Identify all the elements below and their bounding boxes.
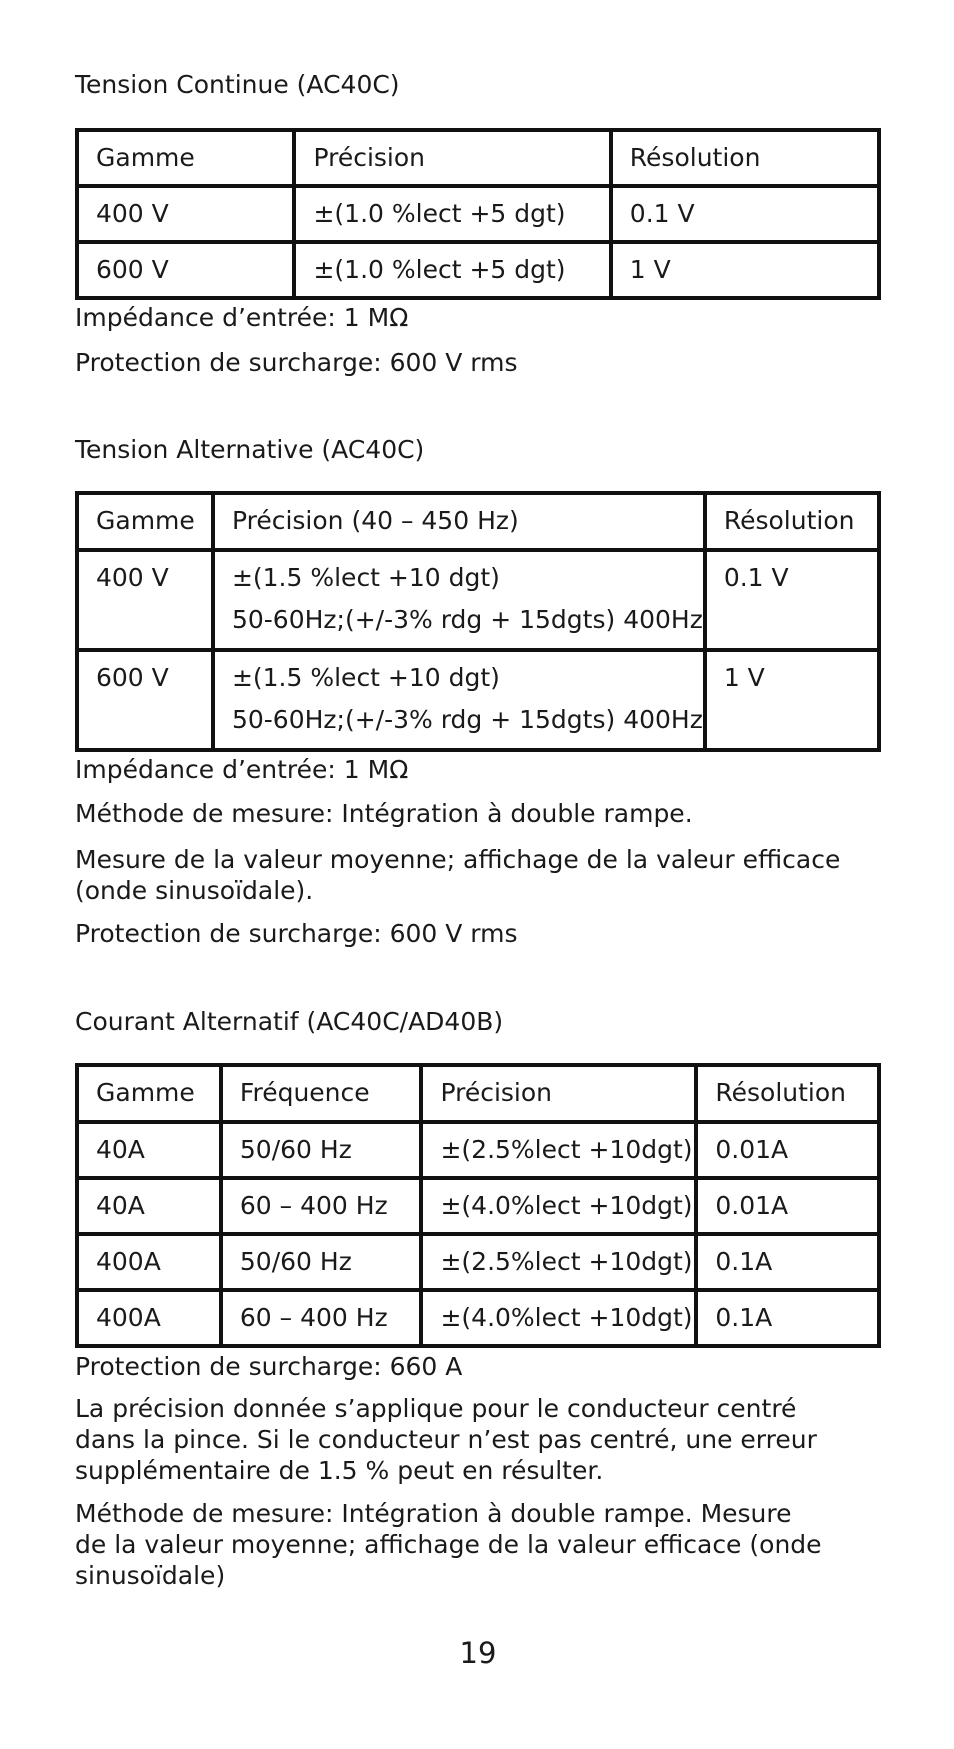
note-measurement-method: Méthode de mesure: Intégration à double rampe. Mesure de la valeur moyenne; affichage de la valeur efficace (onde sinusoïdale) xyxy=(75,1499,822,1590)
header-cell: Résolution xyxy=(611,130,879,186)
header-cell: Précision xyxy=(294,130,610,186)
table-row xyxy=(77,186,879,242)
note-overload-protection: Protection de surcharge: 600 V rms xyxy=(75,919,518,948)
page-number: 19 xyxy=(459,1636,497,1670)
header-cell: Résolution xyxy=(705,493,879,550)
range-cell: 40A xyxy=(77,1178,221,1234)
table-row xyxy=(77,1234,879,1290)
table-row xyxy=(77,1290,879,1346)
frequency-cell: 60 – 400 Hz xyxy=(221,1178,422,1234)
precision-cell: ±(1.5 %lect +10 dgt) 50-60Hz;(+/-3% rdg + 15dgts) 400Hz xyxy=(213,550,705,650)
header-cell: Fréquence xyxy=(221,1065,422,1122)
section-title-dc-voltage: Tension Continue (AC40C) xyxy=(75,70,400,99)
precision-cell: ±(2.5%lect +10dgt) xyxy=(421,1122,696,1178)
precision-cell: ±(4.0%lect +10dgt) xyxy=(421,1290,696,1346)
range-cell: 400 V xyxy=(77,186,294,242)
resolution-cell: 0.1A xyxy=(696,1234,879,1290)
resolution-cell: 0.1A xyxy=(696,1290,879,1346)
resolution-cell: 1 V xyxy=(611,242,879,298)
table-header-row xyxy=(77,1065,879,1122)
precision-cell: ±(1.5 %lect +10 dgt) 50-60Hz;(+/-3% rdg + 15dgts) 400Hz xyxy=(213,650,705,750)
range-cell: 400 V xyxy=(77,550,213,650)
header-cell: Gamme xyxy=(77,130,294,186)
range-cell: 400A xyxy=(77,1290,221,1346)
range-cell: 400A xyxy=(77,1234,221,1290)
header-cell: Gamme xyxy=(77,1065,221,1122)
note-input-impedance: Impédance d’entrée: 1 MΩ xyxy=(75,755,409,784)
table-header-row xyxy=(77,130,879,186)
note-centered-conductor: La précision donnée s’applique pour le conducteur centré dans la pince. Si le conducteur n’est pas centré, une erreur supplémentaire de 1.5 % peut en résulter. xyxy=(75,1394,817,1485)
precision-cell: ±(2.5%lect +10dgt) xyxy=(421,1234,696,1290)
frequency-cell: 50/60 Hz xyxy=(221,1234,422,1290)
table-row xyxy=(77,650,879,750)
range-cell: 600 V xyxy=(77,242,294,298)
resolution-cell: 0.01A xyxy=(696,1178,879,1234)
note-overload-protection: Protection de surcharge: 600 V rms xyxy=(75,348,518,377)
range-cell: 40A xyxy=(77,1122,221,1178)
frequency-cell: 50/60 Hz xyxy=(221,1122,422,1178)
note-overload-protection: Protection de surcharge: 660 A xyxy=(75,1352,463,1381)
section-title-ac-current: Courant Alternatif (AC40C/AD40B) xyxy=(75,1007,504,1036)
header-cell: Résolution xyxy=(696,1065,879,1122)
note-average-measurement: Mesure de la valeur moyenne; affichage de la valeur efficace (onde sinusoïdale). xyxy=(75,845,841,905)
table-row xyxy=(77,1122,879,1178)
resolution-cell: 0.1 V xyxy=(705,550,879,650)
header-cell: Gamme xyxy=(77,493,213,550)
table-row xyxy=(77,242,879,298)
table-row xyxy=(77,550,879,650)
range-cell: 600 V xyxy=(77,650,213,750)
ac-voltage-table xyxy=(75,491,881,752)
precision-cell: ±(4.0%lect +10dgt) xyxy=(421,1178,696,1234)
resolution-cell: 1 V xyxy=(705,650,879,750)
precision-cell: ±(1.0 %lect +5 dgt) xyxy=(294,186,610,242)
resolution-cell: 0.1 V xyxy=(611,186,879,242)
dc-voltage-table xyxy=(75,128,881,300)
section-title-ac-voltage: Tension Alternative (AC40C) xyxy=(75,435,425,464)
note-input-impedance: Impédance d’entrée: 1 MΩ xyxy=(75,303,409,332)
note-measurement-method: Méthode de mesure: Intégration à double rampe. xyxy=(75,799,693,828)
header-cell: Précision (40 – 450 Hz) xyxy=(213,493,705,550)
frequency-cell: 60 – 400 Hz xyxy=(221,1290,422,1346)
resolution-cell: 0.01A xyxy=(696,1122,879,1178)
table-header-row xyxy=(77,493,879,550)
ac-current-table xyxy=(75,1063,881,1348)
table-row xyxy=(77,1178,879,1234)
precision-cell: ±(1.0 %lect +5 dgt) xyxy=(294,242,610,298)
header-cell: Précision xyxy=(421,1065,696,1122)
